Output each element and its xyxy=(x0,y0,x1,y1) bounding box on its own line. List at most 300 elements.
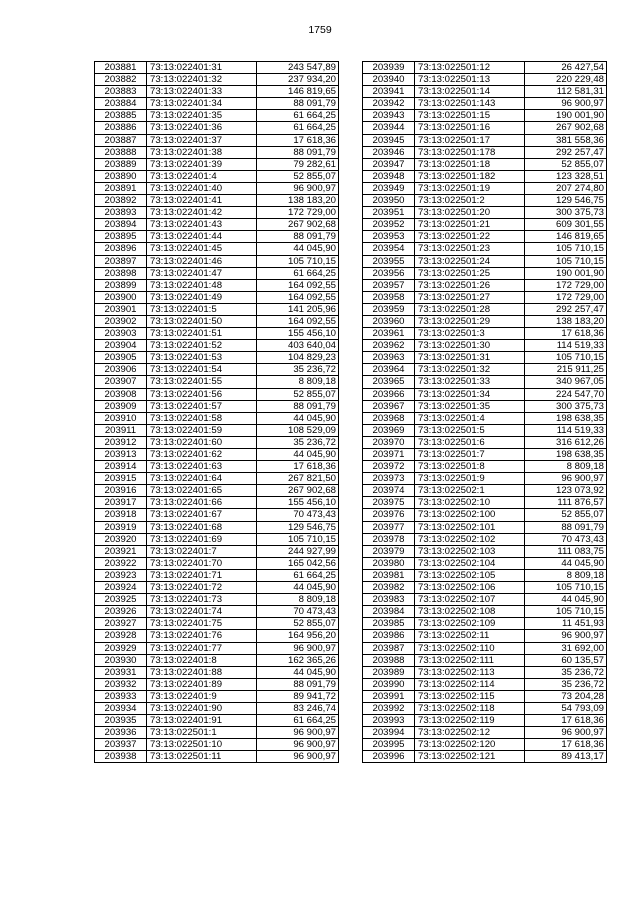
amount-cell: 96 900,97 xyxy=(257,642,339,654)
row-number-cell: 203971 xyxy=(363,449,415,461)
cadastral-number-cell: 73:13:022502:101 xyxy=(415,521,525,533)
row-number-cell: 203961 xyxy=(363,328,415,340)
cadastral-number-cell: 73:13:022501:9 xyxy=(415,473,525,485)
cadastral-number-cell: 73:13:022401:63 xyxy=(147,461,257,473)
amount-cell: 104 829,23 xyxy=(257,352,339,364)
row-number-cell: 203979 xyxy=(363,545,415,557)
table-row xyxy=(95,497,339,509)
cadastral-number-cell: 73:13:022501:143 xyxy=(415,98,525,110)
amount-cell: 17 618,36 xyxy=(257,461,339,473)
amount-cell: 609 301,55 xyxy=(525,219,607,231)
cadastral-number-cell: 73:13:022401:71 xyxy=(147,569,257,581)
table-row xyxy=(363,618,607,630)
amount-cell: 164 092,55 xyxy=(257,315,339,327)
cadastral-number-cell: 73:13:022501:34 xyxy=(415,388,525,400)
cadastral-number-cell: 73:13:022401:45 xyxy=(147,243,257,255)
amount-cell: 17 618,36 xyxy=(257,134,339,146)
row-number-cell: 203889 xyxy=(95,158,147,170)
cadastral-number-cell: 73:13:022401:69 xyxy=(147,533,257,545)
amount-cell: 105 710,15 xyxy=(525,352,607,364)
ledger-table-right-body xyxy=(363,62,607,763)
amount-cell: 105 710,15 xyxy=(257,255,339,267)
cadastral-number-cell: 73:13:022501:17 xyxy=(415,134,525,146)
amount-cell: 88 091,79 xyxy=(257,400,339,412)
cadastral-number-cell: 73:13:022401:35 xyxy=(147,110,257,122)
row-number-cell: 203988 xyxy=(363,654,415,666)
table-row xyxy=(363,291,607,303)
row-number-cell: 203887 xyxy=(95,134,147,146)
cadastral-number-cell: 73:13:022401:58 xyxy=(147,412,257,424)
page-number: 1759 xyxy=(308,24,332,36)
table-row xyxy=(95,134,339,146)
table-row xyxy=(363,606,607,618)
amount-cell: 35 236,72 xyxy=(525,678,607,690)
row-number-cell: 203934 xyxy=(95,702,147,714)
cadastral-number-cell: 73:13:022401:54 xyxy=(147,364,257,376)
cadastral-number-cell: 73:13:022501:35 xyxy=(415,400,525,412)
cadastral-number-cell: 73:13:022401:70 xyxy=(147,557,257,569)
amount-cell: 146 819,65 xyxy=(257,86,339,98)
table-row xyxy=(363,219,607,231)
row-number-cell: 203955 xyxy=(363,255,415,267)
amount-cell: 35 236,72 xyxy=(257,436,339,448)
cadastral-number-cell: 73:13:022401:41 xyxy=(147,195,257,207)
row-number-cell: 203894 xyxy=(95,219,147,231)
table-row xyxy=(363,364,607,376)
table-row xyxy=(95,255,339,267)
amount-cell: 111 083,75 xyxy=(525,545,607,557)
table-row xyxy=(95,195,339,207)
row-number-cell: 203903 xyxy=(95,328,147,340)
cadastral-number-cell: 73:13:022401:72 xyxy=(147,582,257,594)
table-row xyxy=(363,461,607,473)
cadastral-number-cell: 73:13:022401:66 xyxy=(147,497,257,509)
table-row xyxy=(363,521,607,533)
table-row xyxy=(363,376,607,388)
cadastral-number-cell: 73:13:022501:1 xyxy=(147,727,257,739)
table-row xyxy=(95,170,339,182)
row-number-cell: 203881 xyxy=(95,62,147,74)
cadastral-number-cell: 73:13:022501:12 xyxy=(415,62,525,74)
row-number-cell: 203952 xyxy=(363,219,415,231)
table-row xyxy=(95,352,339,364)
row-number-cell: 203943 xyxy=(363,110,415,122)
cadastral-number-cell: 73:13:022501:4 xyxy=(415,412,525,424)
cadastral-number-cell: 73:13:022401:46 xyxy=(147,255,257,267)
row-number-cell: 203913 xyxy=(95,449,147,461)
cadastral-number-cell: 73:13:022401:52 xyxy=(147,340,257,352)
amount-cell: 70 473,43 xyxy=(525,533,607,545)
row-number-cell: 203886 xyxy=(95,122,147,134)
row-number-cell: 203978 xyxy=(363,533,415,545)
amount-cell: 44 045,90 xyxy=(257,666,339,678)
cadastral-number-cell: 73:13:022401:76 xyxy=(147,630,257,642)
amount-cell: 164 092,55 xyxy=(257,291,339,303)
amount-cell: 267 902,68 xyxy=(525,122,607,134)
cadastral-number-cell: 73:13:022401:59 xyxy=(147,424,257,436)
amount-cell: 292 257,47 xyxy=(525,146,607,158)
row-number-cell: 203932 xyxy=(95,678,147,690)
row-number-cell: 203954 xyxy=(363,243,415,255)
cadastral-number-cell: 73:13:022501:27 xyxy=(415,291,525,303)
cadastral-number-cell: 73:13:022501:30 xyxy=(415,340,525,352)
amount-cell: 403 640,04 xyxy=(257,340,339,352)
row-number-cell: 203911 xyxy=(95,424,147,436)
cadastral-number-cell: 73:13:022501:21 xyxy=(415,219,525,231)
table-row xyxy=(95,533,339,545)
amount-cell: 172 729,00 xyxy=(525,291,607,303)
row-number-cell: 203985 xyxy=(363,618,415,630)
amount-cell: 52 855,07 xyxy=(525,158,607,170)
table-row xyxy=(95,315,339,327)
table-row xyxy=(363,545,607,557)
amount-cell: 198 638,35 xyxy=(525,412,607,424)
table-row xyxy=(95,267,339,279)
amount-cell: 300 375,73 xyxy=(525,400,607,412)
cadastral-number-cell: 73:13:022401:55 xyxy=(147,376,257,388)
table-row xyxy=(95,751,339,763)
table-row xyxy=(363,509,607,521)
table-row xyxy=(363,412,607,424)
table-row xyxy=(95,364,339,376)
amount-cell: 105 710,15 xyxy=(525,243,607,255)
cadastral-number-cell: 73:13:022502:106 xyxy=(415,582,525,594)
row-number-cell: 203994 xyxy=(363,727,415,739)
table-row xyxy=(363,739,607,751)
cadastral-number-cell: 73:13:022401:77 xyxy=(147,642,257,654)
cadastral-number-cell: 73:13:022401:62 xyxy=(147,449,257,461)
cadastral-number-cell: 73:13:022501:19 xyxy=(415,182,525,194)
cadastral-number-cell: 73:13:022401:60 xyxy=(147,436,257,448)
amount-cell: 17 618,36 xyxy=(525,328,607,340)
amount-cell: 162 365,26 xyxy=(257,654,339,666)
amount-cell: 123 073,92 xyxy=(525,485,607,497)
cadastral-number-cell: 73:13:022401:40 xyxy=(147,182,257,194)
amount-cell: 35 236,72 xyxy=(257,364,339,376)
row-number-cell: 203907 xyxy=(95,376,147,388)
table-row xyxy=(95,74,339,86)
amount-cell: 54 793,09 xyxy=(525,702,607,714)
row-number-cell: 203977 xyxy=(363,521,415,533)
cadastral-number-cell: 73:13:022501:8 xyxy=(415,461,525,473)
table-row xyxy=(363,678,607,690)
row-number-cell: 203909 xyxy=(95,400,147,412)
cadastral-number-cell: 73:13:022401:37 xyxy=(147,134,257,146)
amount-cell: 61 664,25 xyxy=(257,110,339,122)
row-number-cell: 203980 xyxy=(363,557,415,569)
amount-cell: 17 618,36 xyxy=(525,715,607,727)
row-number-cell: 203924 xyxy=(95,582,147,594)
amount-cell: 190 001,90 xyxy=(525,267,607,279)
amount-cell: 44 045,90 xyxy=(257,449,339,461)
amount-cell: 8 809,18 xyxy=(525,569,607,581)
row-number-cell: 203912 xyxy=(95,436,147,448)
amount-cell: 105 710,15 xyxy=(525,582,607,594)
row-number-cell: 203996 xyxy=(363,751,415,763)
table-row xyxy=(363,62,607,74)
amount-cell: 300 375,73 xyxy=(525,207,607,219)
cadastral-number-cell: 73:13:022502:108 xyxy=(415,606,525,618)
table-row xyxy=(363,533,607,545)
cadastral-number-cell: 73:13:022501:24 xyxy=(415,255,525,267)
cadastral-number-cell: 73:13:022502:109 xyxy=(415,618,525,630)
row-number-cell: 203966 xyxy=(363,388,415,400)
amount-cell: 8 809,18 xyxy=(525,461,607,473)
row-number-cell: 203983 xyxy=(363,594,415,606)
cadastral-number-cell: 73:13:022501:29 xyxy=(415,315,525,327)
cadastral-number-cell: 73:13:022401:67 xyxy=(147,509,257,521)
row-number-cell: 203914 xyxy=(95,461,147,473)
table-row xyxy=(95,473,339,485)
amount-cell: 244 927,99 xyxy=(257,545,339,557)
row-number-cell: 203936 xyxy=(95,727,147,739)
table-row xyxy=(95,400,339,412)
table-row xyxy=(363,497,607,509)
cadastral-number-cell: 73:13:022501:2 xyxy=(415,195,525,207)
table-row xyxy=(95,98,339,110)
row-number-cell: 203892 xyxy=(95,195,147,207)
ledger-table-left xyxy=(94,61,339,763)
amount-cell: 89 413,17 xyxy=(525,751,607,763)
row-number-cell: 203918 xyxy=(95,509,147,521)
amount-cell: 129 546,75 xyxy=(525,195,607,207)
table-row xyxy=(363,690,607,702)
cadastral-number-cell: 73:13:022502:10 xyxy=(415,497,525,509)
cadastral-number-cell: 73:13:022401:65 xyxy=(147,485,257,497)
table-row xyxy=(95,521,339,533)
row-number-cell: 203944 xyxy=(363,122,415,134)
row-number-cell: 203893 xyxy=(95,207,147,219)
amount-cell: 112 581,31 xyxy=(525,86,607,98)
table-row xyxy=(95,702,339,714)
table-row xyxy=(95,243,339,255)
table-row xyxy=(363,98,607,110)
row-number-cell: 203900 xyxy=(95,291,147,303)
row-number-cell: 203882 xyxy=(95,74,147,86)
cadastral-number-cell: 73:13:022501:20 xyxy=(415,207,525,219)
table-row xyxy=(95,545,339,557)
row-number-cell: 203981 xyxy=(363,569,415,581)
row-number-cell: 203896 xyxy=(95,243,147,255)
table-row xyxy=(363,267,607,279)
cadastral-number-cell: 73:13:022502:121 xyxy=(415,751,525,763)
amount-cell: 44 045,90 xyxy=(257,243,339,255)
row-number-cell: 203951 xyxy=(363,207,415,219)
amount-cell: 215 911,25 xyxy=(525,364,607,376)
amount-cell: 44 045,90 xyxy=(257,412,339,424)
amount-cell: 207 274,80 xyxy=(525,182,607,194)
amount-cell: 316 612,26 xyxy=(525,436,607,448)
row-number-cell: 203927 xyxy=(95,618,147,630)
row-number-cell: 203885 xyxy=(95,110,147,122)
cadastral-number-cell: 73:13:022401:90 xyxy=(147,702,257,714)
table-row xyxy=(95,569,339,581)
table-row xyxy=(95,207,339,219)
table-row xyxy=(95,642,339,654)
table-row xyxy=(363,751,607,763)
table-row xyxy=(95,630,339,642)
row-number-cell: 203953 xyxy=(363,231,415,243)
amount-cell: 60 135,57 xyxy=(525,654,607,666)
row-number-cell: 203901 xyxy=(95,303,147,315)
row-number-cell: 203956 xyxy=(363,267,415,279)
table-row xyxy=(363,582,607,594)
row-number-cell: 203995 xyxy=(363,739,415,751)
amount-cell: 70 473,43 xyxy=(257,509,339,521)
table-row xyxy=(363,303,607,315)
amount-cell: 129 546,75 xyxy=(257,521,339,533)
row-number-cell: 203890 xyxy=(95,170,147,182)
table-row xyxy=(363,702,607,714)
amount-cell: 105 710,15 xyxy=(525,255,607,267)
amount-cell: 114 519,33 xyxy=(525,424,607,436)
cadastral-number-cell: 73:13:022401:5 xyxy=(147,303,257,315)
table-row xyxy=(95,231,339,243)
table-row xyxy=(95,606,339,618)
table-row xyxy=(363,557,607,569)
cadastral-number-cell: 73:13:022501:15 xyxy=(415,110,525,122)
table-row xyxy=(363,642,607,654)
cadastral-number-cell: 73:13:022401:50 xyxy=(147,315,257,327)
cadastral-number-cell: 73:13:022401:32 xyxy=(147,74,257,86)
row-number-cell: 203908 xyxy=(95,388,147,400)
table-row xyxy=(363,569,607,581)
cadastral-number-cell: 73:13:022401:43 xyxy=(147,219,257,231)
cadastral-number-cell: 73:13:022502:110 xyxy=(415,642,525,654)
cadastral-number-cell: 73:13:022401:47 xyxy=(147,267,257,279)
amount-cell: 190 001,90 xyxy=(525,110,607,122)
cadastral-number-cell: 73:13:022502:111 xyxy=(415,654,525,666)
table-row xyxy=(95,436,339,448)
row-number-cell: 203964 xyxy=(363,364,415,376)
row-number-cell: 203987 xyxy=(363,642,415,654)
amount-cell: 111 876,57 xyxy=(525,497,607,509)
amount-cell: 79 282,61 xyxy=(257,158,339,170)
table-row xyxy=(95,594,339,606)
amount-cell: 52 855,07 xyxy=(525,509,607,521)
row-number-cell: 203888 xyxy=(95,146,147,158)
row-number-cell: 203972 xyxy=(363,461,415,473)
row-number-cell: 203963 xyxy=(363,352,415,364)
amount-cell: 105 710,15 xyxy=(525,606,607,618)
table-row xyxy=(363,328,607,340)
cadastral-number-cell: 73:13:022401:74 xyxy=(147,606,257,618)
row-number-cell: 203922 xyxy=(95,557,147,569)
amount-cell: 108 529,09 xyxy=(257,424,339,436)
cadastral-number-cell: 73:13:022401:91 xyxy=(147,715,257,727)
amount-cell: 88 091,79 xyxy=(257,98,339,110)
cadastral-number-cell: 73:13:022501:5 xyxy=(415,424,525,436)
row-number-cell: 203957 xyxy=(363,279,415,291)
row-number-cell: 203950 xyxy=(363,195,415,207)
amount-cell: 17 618,36 xyxy=(525,739,607,751)
table-row xyxy=(95,678,339,690)
amount-cell: 96 900,97 xyxy=(525,473,607,485)
table-row xyxy=(363,231,607,243)
row-number-cell: 203916 xyxy=(95,485,147,497)
cadastral-number-cell: 73:13:022501:31 xyxy=(415,352,525,364)
amount-cell: 267 902,68 xyxy=(257,485,339,497)
amount-cell: 52 855,07 xyxy=(257,388,339,400)
cadastral-number-cell: 73:13:022401:88 xyxy=(147,666,257,678)
table-row xyxy=(95,509,339,521)
amount-cell: 61 664,25 xyxy=(257,569,339,581)
cadastral-number-cell: 73:13:022502:118 xyxy=(415,702,525,714)
amount-cell: 88 091,79 xyxy=(257,231,339,243)
cadastral-number-cell: 73:13:022401:49 xyxy=(147,291,257,303)
table-row xyxy=(363,473,607,485)
table-row xyxy=(363,158,607,170)
cadastral-number-cell: 73:13:022401:8 xyxy=(147,654,257,666)
row-number-cell: 203930 xyxy=(95,654,147,666)
amount-cell: 52 855,07 xyxy=(257,170,339,182)
cadastral-number-cell: 73:13:022401:89 xyxy=(147,678,257,690)
cadastral-number-cell: 73:13:022501:28 xyxy=(415,303,525,315)
row-number-cell: 203940 xyxy=(363,74,415,86)
amount-cell: 61 664,25 xyxy=(257,715,339,727)
ledger-table-right xyxy=(362,61,607,763)
cadastral-number-cell: 73:13:022502:114 xyxy=(415,678,525,690)
table-row xyxy=(95,654,339,666)
table-row xyxy=(363,727,607,739)
row-number-cell: 203967 xyxy=(363,400,415,412)
table-row xyxy=(363,279,607,291)
row-number-cell: 203902 xyxy=(95,315,147,327)
amount-cell: 83 246,74 xyxy=(257,702,339,714)
row-number-cell: 203947 xyxy=(363,158,415,170)
row-number-cell: 203935 xyxy=(95,715,147,727)
row-number-cell: 203899 xyxy=(95,279,147,291)
amount-cell: 96 900,97 xyxy=(525,727,607,739)
cadastral-number-cell: 73:13:022501:13 xyxy=(415,74,525,86)
amount-cell: 44 045,90 xyxy=(257,582,339,594)
cadastral-number-cell: 73:13:022401:73 xyxy=(147,594,257,606)
row-number-cell: 203958 xyxy=(363,291,415,303)
cadastral-number-cell: 73:13:022502:1 xyxy=(415,485,525,497)
cadastral-number-cell: 73:13:022401:33 xyxy=(147,86,257,98)
cadastral-number-cell: 73:13:022501:10 xyxy=(147,739,257,751)
amount-cell: 44 045,90 xyxy=(525,594,607,606)
amount-cell: 243 547,89 xyxy=(257,62,339,74)
table-row xyxy=(95,340,339,352)
amount-cell: 96 900,97 xyxy=(257,727,339,739)
cadastral-number-cell: 73:13:022501:16 xyxy=(415,122,525,134)
table-row xyxy=(95,557,339,569)
table-row xyxy=(363,388,607,400)
table-row xyxy=(363,207,607,219)
table-row xyxy=(363,315,607,327)
table-row xyxy=(363,110,607,122)
amount-cell: 114 519,33 xyxy=(525,340,607,352)
amount-cell: 88 091,79 xyxy=(525,521,607,533)
amount-cell: 52 855,07 xyxy=(257,618,339,630)
cadastral-number-cell: 73:13:022401:39 xyxy=(147,158,257,170)
table-row xyxy=(363,436,607,448)
row-number-cell: 203986 xyxy=(363,630,415,642)
cadastral-number-cell: 73:13:022502:104 xyxy=(415,557,525,569)
table-row xyxy=(95,485,339,497)
row-number-cell: 203884 xyxy=(95,98,147,110)
cadastral-number-cell: 73:13:022401:31 xyxy=(147,62,257,74)
row-number-cell: 203883 xyxy=(95,86,147,98)
amount-cell: 35 236,72 xyxy=(525,666,607,678)
table-row xyxy=(363,630,607,642)
table-row xyxy=(95,303,339,315)
table-row xyxy=(95,449,339,461)
table-row xyxy=(95,110,339,122)
amount-cell: 8 809,18 xyxy=(257,376,339,388)
table-row xyxy=(95,158,339,170)
